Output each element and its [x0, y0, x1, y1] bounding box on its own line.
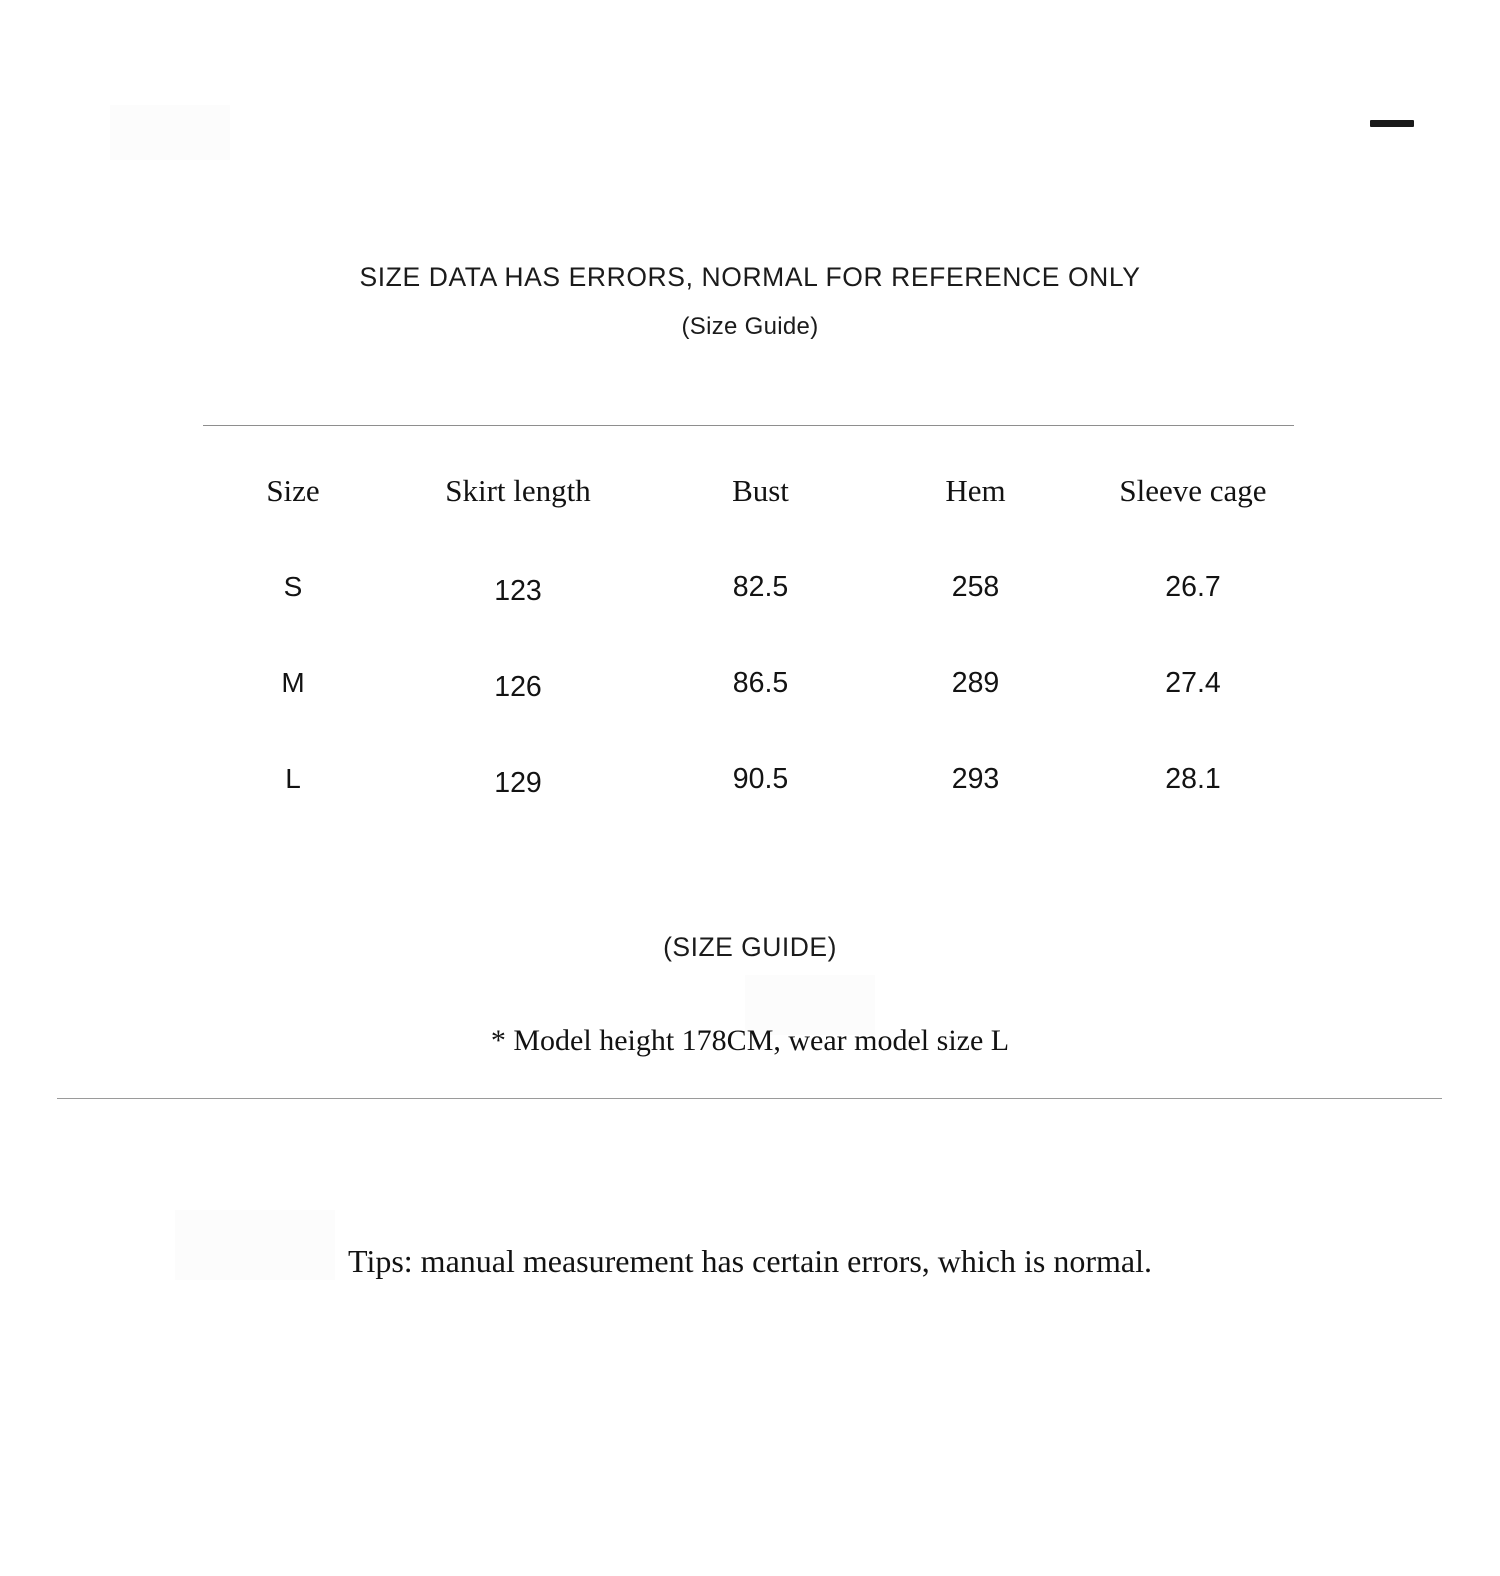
cell-bust: 90.5 — [732, 762, 789, 795]
cell-bust: 82.5 — [732, 570, 789, 603]
cell-hem: 258 — [951, 570, 1000, 603]
size-guide-label: (SIZE GUIDE) — [663, 932, 837, 962]
column-header-bust: Bust — [732, 473, 789, 508]
table-row — [203, 539, 1303, 635]
table-row — [203, 731, 1303, 827]
table-header-row — [203, 443, 1303, 539]
size-guide-table — [203, 443, 1303, 827]
cell-size: M — [281, 667, 305, 698]
measurement-tips: Tips: manual measurement has certain errors, which is normal. — [348, 1243, 1152, 1279]
column-header-skirt-length: Skirt length — [445, 473, 591, 508]
bottom-divider — [57, 1098, 1442, 1099]
cell-hem: 289 — [951, 666, 1000, 699]
cell-skirt-length: 129 — [494, 766, 542, 799]
dash-mark-icon — [1370, 120, 1414, 127]
column-header-size: Size — [266, 473, 320, 508]
cell-sleeve-cage: 27.4 — [1165, 666, 1221, 699]
cell-skirt-length: 123 — [494, 574, 542, 607]
page-title: SIZE DATA HAS ERRORS, NORMAL FOR REFERENCE ONLY — [359, 262, 1141, 292]
cell-sleeve-cage: 28.1 — [1165, 762, 1221, 795]
cell-size: L — [285, 763, 301, 794]
cell-bust: 86.5 — [732, 666, 789, 699]
table-row — [203, 635, 1303, 731]
table-top-divider — [203, 425, 1294, 426]
cell-hem: 293 — [951, 762, 1000, 795]
model-height-note: * Model height 178CM, wear model size L — [490, 1024, 1010, 1057]
background-artifact-top-left — [110, 105, 230, 160]
document-headings — [0, 262, 1500, 341]
column-header-sleeve-cage: Sleeve cage — [1119, 473, 1267, 508]
column-header-hem: Hem — [945, 473, 1006, 508]
page-subtitle: (Size Guide) — [681, 313, 819, 340]
cell-skirt-length: 126 — [494, 670, 542, 703]
cell-sleeve-cage: 26.7 — [1165, 570, 1221, 603]
cell-size: S — [283, 571, 303, 602]
